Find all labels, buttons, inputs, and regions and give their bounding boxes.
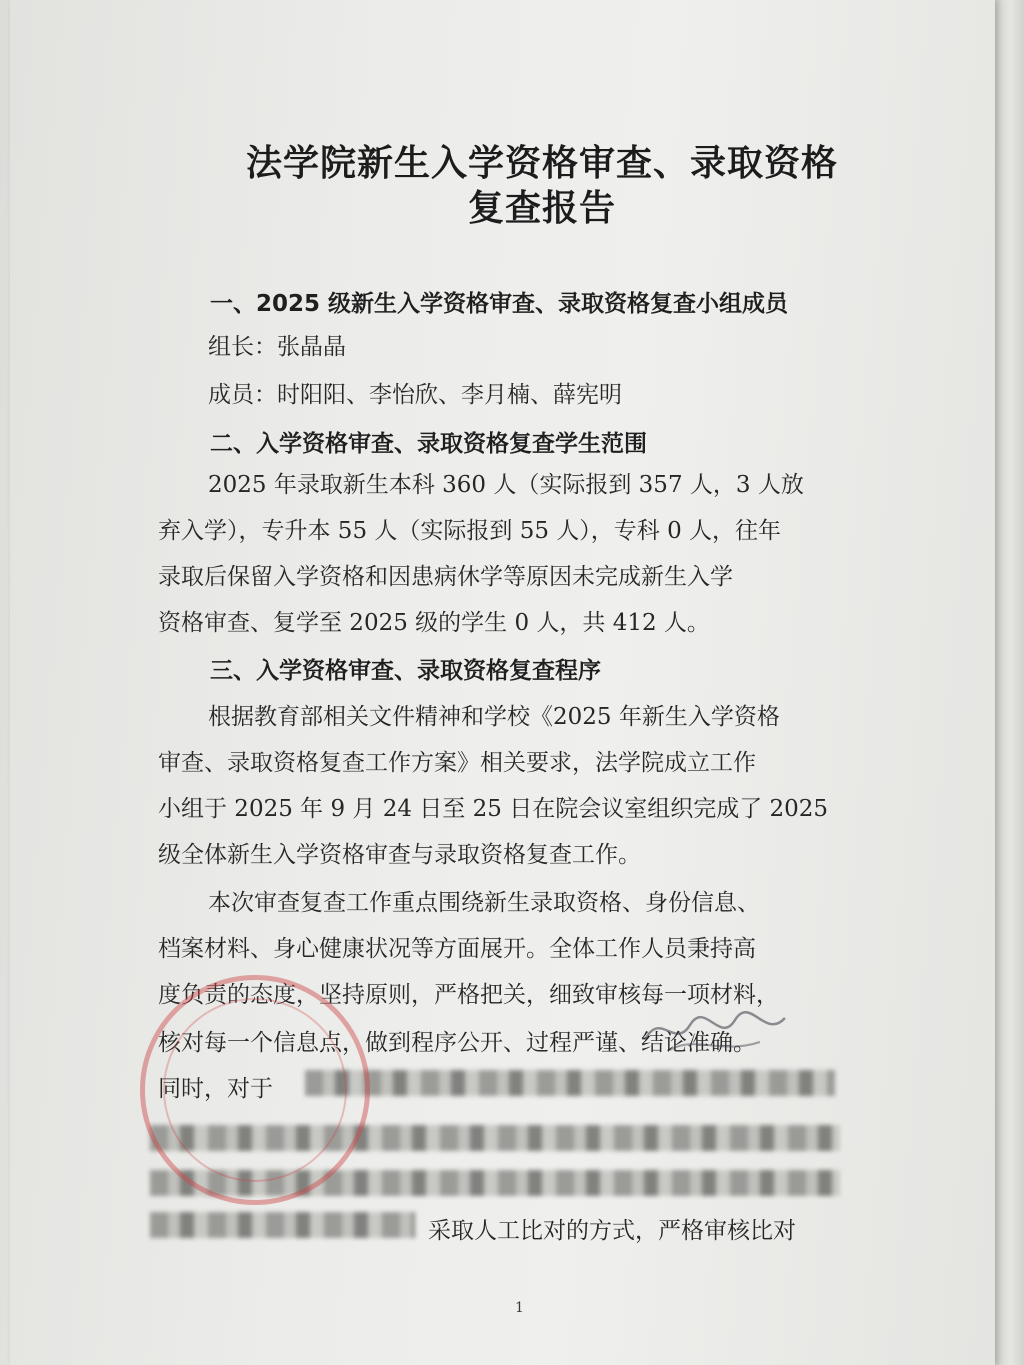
paragraph-line: 资格审查、复学至 2025 级的学生 0 人，共 412 人。 [158,610,710,636]
redacted-text [305,1070,835,1096]
paragraph-line: 核对每一个信息点，做到程序公开、过程严谨、结论准确。 [158,1030,756,1056]
paragraph-line: 根据教育部相关文件精神和学校《2025 年新生入学资格 [208,704,780,730]
paragraph-line: 同时，对于 [158,1076,273,1102]
paragraph-line: 度负责的态度，坚持原则，严格把关，细致审核每一项材料， [158,982,779,1008]
document-title-line-2: 复查报告 [467,188,616,229]
document-title-line-1: 法学院新生入学资格审查、录取资格 [245,143,838,184]
paragraph-line: 弃入学），专升本 55 人（实际报到 55 人），专科 0 人，往年 [158,518,782,544]
paragraph-line: 档案材料、身心健康状况等方面展开。全体工作人员秉持高 [158,936,756,962]
section-heading: 二、入学资格审查、录取资格复查学生范围 [210,431,647,457]
paragraph-line: 本次审查复查工作重点围绕新生录取资格、身份信息、 [208,890,760,916]
signature [640,1000,790,1060]
paragraph-line: 采取人工比对的方式，严格审核比对 [428,1218,796,1244]
document-page [10,0,995,1365]
paragraph-line: 审查、录取资格复查工作方案》相关要求，法学院成立工作 [158,750,756,776]
paragraph-line: 级全体新生入学资格审查与录取资格复查工作。 [158,842,641,868]
section-heading: 三、入学资格审查、录取资格复查程序 [210,658,601,684]
paragraph-line: 小组于 2025 年 9 月 24 日至 25 日在院会议室组织完成了 2025 [158,796,829,822]
group-leader-line: 组长：张晶晶 [208,334,346,360]
group-members-line: 成员：时阳阳、李怡欣、李月楠、薛宪明 [208,382,622,408]
redacted-text [150,1212,415,1238]
paragraph-line: 2025 年录取新生本科 360 人（实际报到 357 人，3 人放 [208,472,804,498]
official-seal [140,975,370,1205]
section-heading: 一、2025 级新生入学资格审查、录取资格复查小组成员 [210,291,789,317]
paragraph-line: 录取后保留入学资格和因患病休学等原因未完成新生入学 [158,564,733,590]
page-number: 1 [515,1300,524,1316]
